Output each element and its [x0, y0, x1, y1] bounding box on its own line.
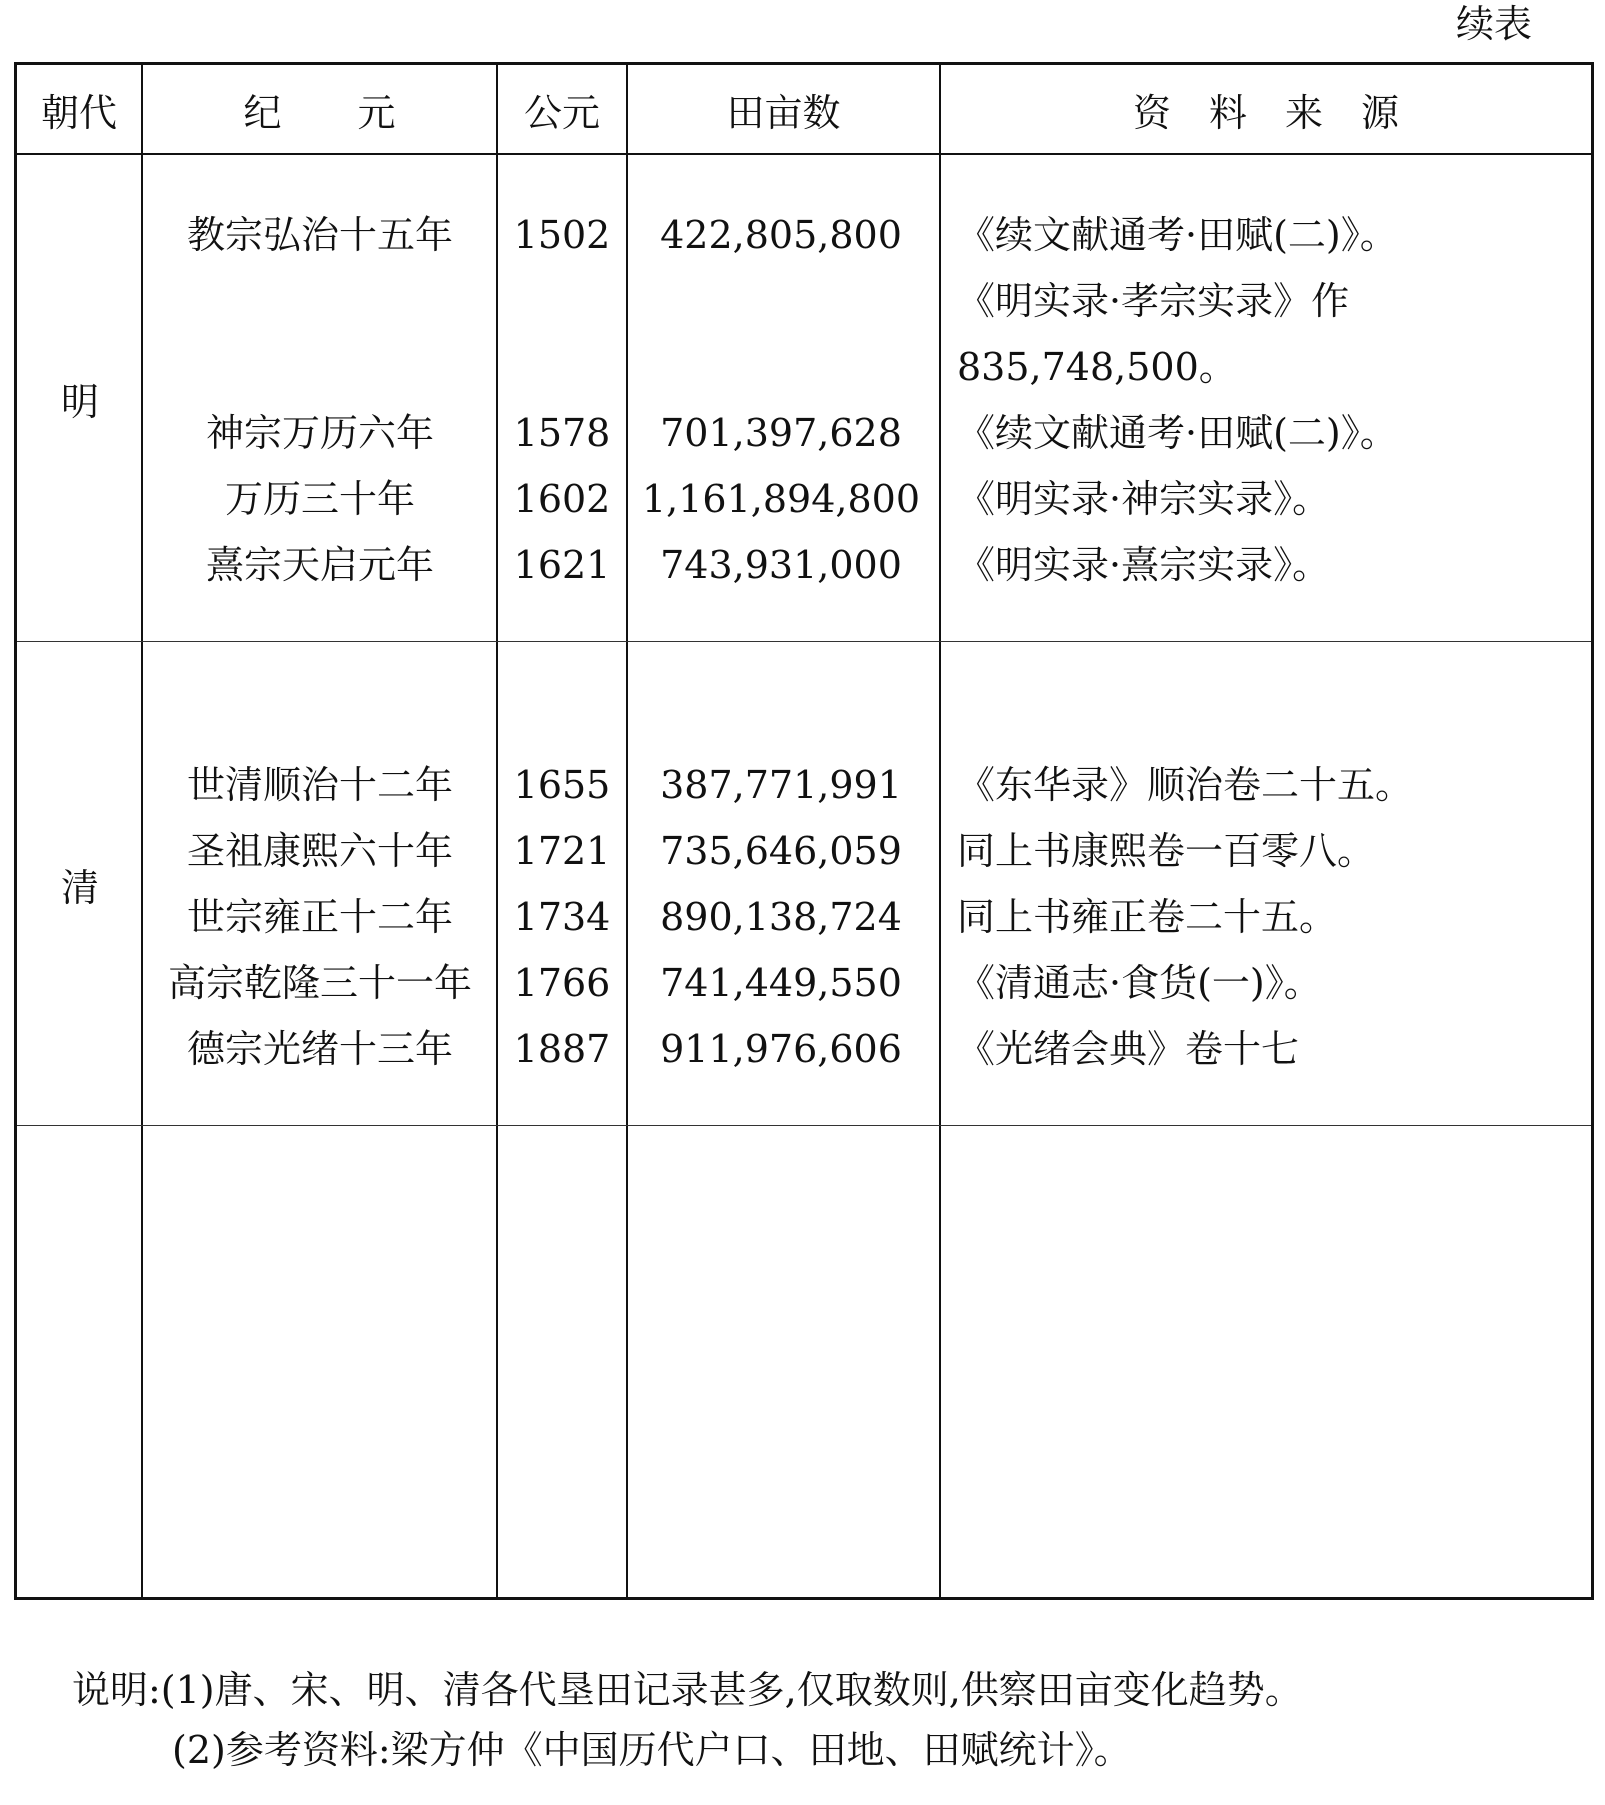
area-cell: 701,397,628	[660, 411, 902, 455]
table-row	[17, 889, 1591, 945]
era-cell: 世清顺治十二年	[186, 763, 453, 807]
table-row	[17, 1021, 1591, 1077]
table-row	[17, 757, 1591, 813]
source-cell: 同上书雍正卷二十五。	[957, 895, 1338, 939]
source-cell: 《东华录》顺治卷二十五。	[957, 763, 1414, 807]
table-row	[17, 339, 1591, 395]
source-cell: 《明实录·神宗实录》。	[957, 477, 1331, 521]
ad-cell: 1578	[513, 411, 611, 455]
source-cell: 《续文献通考·田赋(二)》。	[957, 411, 1398, 455]
era-cell: 德宗光绪十三年	[186, 1027, 453, 1071]
source-cell: 《明实录·熹宗实录》。	[957, 543, 1331, 587]
note-line-2: (2)参考资料:梁方仲《中国历代户口、田地、田赋统计》。	[172, 1728, 1132, 1772]
source-cell: 《续文献通考·田赋(二)》。	[957, 213, 1398, 257]
table-row	[17, 273, 1591, 329]
ad-cell: 1655	[513, 763, 611, 807]
era-cell: 神宗万历六年	[205, 411, 434, 455]
source-cell: 835,748,500。	[957, 345, 1237, 389]
ad-cell: 1734	[513, 895, 611, 939]
area-cell: 911,976,606	[660, 1027, 902, 1071]
table-row	[17, 405, 1591, 461]
ad-cell: 1721	[513, 829, 611, 873]
table-row	[17, 471, 1591, 527]
header-area: 田亩数	[726, 90, 841, 135]
table-row	[17, 207, 1591, 263]
source-cell: 同上书康熙卷一百零八。	[957, 829, 1376, 873]
ad-cell: 1621	[513, 543, 611, 587]
area-cell: 741,449,550	[660, 961, 902, 1005]
era-cell: 世宗雍正十二年	[186, 895, 453, 939]
section-divider	[17, 641, 1591, 642]
area-cell: 743,931,000	[660, 543, 902, 587]
era-cell: 教宗弘治十五年	[186, 213, 453, 257]
ad-cell: 1887	[513, 1027, 611, 1071]
dynasty-ming: 明	[60, 379, 99, 424]
table-row	[17, 537, 1591, 593]
source-cell: 《清通志·食货(一)》。	[957, 961, 1322, 1005]
land-area-table	[14, 62, 1594, 1600]
table-row	[17, 823, 1591, 879]
table-caption: 续表	[1456, 2, 1533, 46]
era-cell: 圣祖康熙六十年	[186, 829, 453, 873]
header-divider	[17, 153, 1591, 155]
table-notes	[72, 1660, 1303, 1780]
area-cell: 422,805,800	[660, 213, 902, 257]
ad-cell: 1766	[513, 961, 611, 1005]
ad-cell: 1502	[513, 213, 611, 257]
note-line-1: 说明:(1)唐、宋、明、清各代垦田记录甚多,仅取数则,供察田亩变化趋势。	[72, 1668, 1303, 1712]
table-row	[17, 955, 1591, 1011]
header-source: 资 料 来 源	[1132, 90, 1399, 135]
header-dynasty: 朝代	[40, 90, 117, 135]
header-ad: 公元	[523, 90, 600, 135]
era-cell: 万历三十年	[224, 477, 415, 521]
header-era: 纪 元	[243, 90, 396, 135]
area-cell: 735,646,059	[660, 829, 902, 873]
era-cell: 高宗乾隆三十一年	[167, 961, 472, 1005]
area-cell: 890,138,724	[660, 895, 902, 939]
era-cell: 熹宗天启元年	[205, 543, 434, 587]
source-cell: 《光绪会典》卷十七	[957, 1027, 1300, 1071]
area-cell: 387,771,991	[660, 763, 902, 807]
dynasty-qing: 清	[60, 865, 99, 910]
section-divider	[17, 1125, 1591, 1126]
area-cell: 1,161,894,800	[641, 477, 920, 521]
ad-cell: 1602	[513, 477, 611, 521]
source-cell: 《明实录·孝宗实录》作	[957, 279, 1350, 323]
